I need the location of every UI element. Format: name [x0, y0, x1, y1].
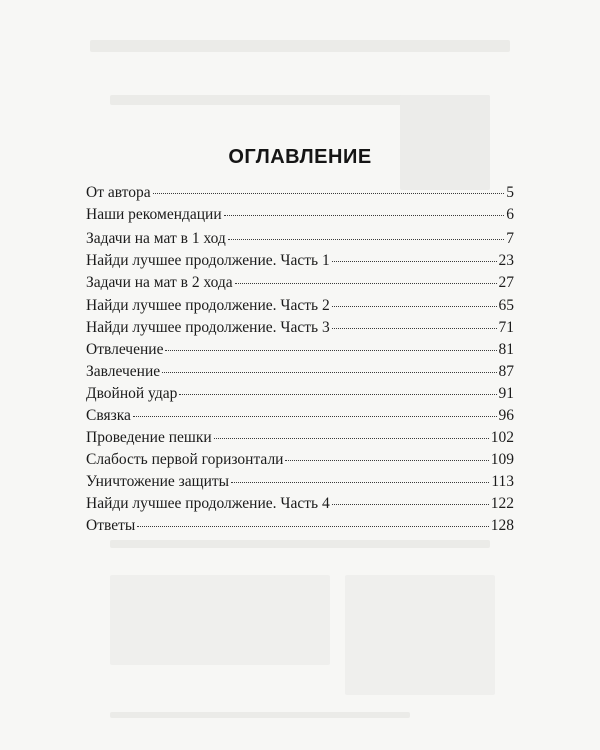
toc-entry-label: Связка [86, 407, 131, 424]
toc-entry-page-number: 91 [498, 385, 514, 402]
toc-entry-label: Ответы [86, 517, 136, 534]
toc-dot-leader [231, 482, 489, 483]
bleed-through-shape [400, 95, 490, 190]
toc-entry [86, 473, 514, 491]
toc-entry-label: Найди лучшее продолжение. Часть 3 [86, 319, 330, 336]
toc-entry [86, 319, 514, 337]
toc-entry-page-number: 65 [498, 297, 514, 314]
bleed-through-shape [110, 712, 410, 718]
toc-dot-leader [179, 394, 496, 395]
bleed-through-shape [110, 540, 490, 548]
toc-entry [86, 274, 514, 292]
toc-dot-leader [224, 215, 505, 216]
toc-entry [86, 385, 514, 403]
toc-entry [86, 429, 514, 447]
toc-entry-label: Наши рекомендации [86, 206, 222, 223]
toc-dot-leader [228, 239, 504, 240]
toc-entry-label: Уничтожение защиты [86, 473, 230, 490]
toc-entry [86, 495, 514, 513]
toc-entry-page-number: 122 [490, 495, 514, 512]
toc-entry-label: Проведение пешки [86, 429, 212, 446]
toc-entry-label: Завлечение [86, 363, 161, 380]
toc-entry [86, 363, 514, 381]
toc-entry-label: Отвлечение [86, 341, 164, 358]
toc-dot-leader [133, 416, 497, 417]
toc-entry [86, 297, 514, 315]
toc-entry [86, 407, 514, 425]
toc-entry-label: Задачи на мат в 2 хода [86, 274, 233, 291]
toc-entry-page-number: 71 [498, 319, 514, 336]
toc-entry-page-number: 102 [490, 429, 514, 446]
bleed-through-shape [345, 575, 495, 695]
toc-dot-leader [137, 526, 488, 527]
toc-entry-label: От автора [86, 184, 151, 201]
bleed-through-shape [90, 40, 510, 52]
toc-entry-page-number: 128 [490, 517, 514, 534]
toc-entry-page-number: 81 [498, 341, 514, 358]
toc-entry [86, 230, 514, 248]
toc-dot-leader [162, 372, 496, 373]
toc-dot-leader [153, 193, 505, 194]
toc-entry-page-number: 113 [491, 473, 514, 490]
toc-entry-page-number: 27 [498, 274, 514, 291]
bleed-through-shape [110, 575, 330, 665]
toc-dot-leader [165, 350, 496, 351]
page-title: ОГЛАВЛЕНИЕ [228, 146, 372, 168]
toc-entry-page-number: 96 [498, 407, 514, 424]
toc-entry [86, 184, 514, 202]
toc-entry-page-number: 6 [506, 206, 514, 223]
toc-dot-leader [332, 261, 497, 262]
toc-dot-leader [214, 438, 489, 439]
toc-dot-leader [332, 306, 497, 307]
toc-dot-leader [285, 460, 488, 461]
toc-dot-leader [332, 328, 497, 329]
toc-entry-label: Найди лучшее продолжение. Часть 4 [86, 495, 330, 512]
toc-entry-label: Задачи на мат в 1 ход [86, 230, 226, 247]
toc-entry-page-number: 109 [490, 451, 514, 468]
toc-entry [86, 252, 514, 270]
toc-entry-label: Слабость первой горизонтали [86, 451, 284, 468]
toc-entry-label: Найди лучшее продолжение. Часть 2 [86, 297, 330, 314]
toc-entry-page-number: 7 [506, 230, 514, 247]
toc-entry [86, 451, 514, 469]
toc-dot-leader [235, 283, 497, 284]
toc-entry [86, 341, 514, 359]
toc-entry-label: Двойной удар [86, 385, 178, 402]
toc-entry [86, 206, 514, 224]
toc-entry-page-number: 5 [506, 184, 514, 201]
toc-entry-label: Найди лучшее продолжение. Часть 1 [86, 252, 330, 269]
toc-entry [86, 517, 514, 535]
toc-entry-page-number: 23 [498, 252, 514, 269]
toc-entry-page-number: 87 [498, 363, 514, 380]
toc-dot-leader [332, 504, 489, 505]
